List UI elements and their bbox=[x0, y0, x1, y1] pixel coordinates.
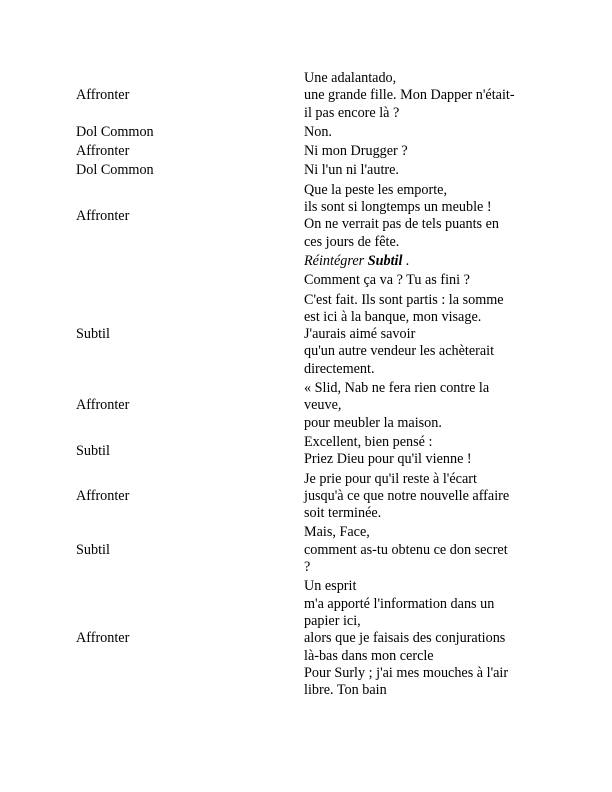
dialogue-row bbox=[76, 270, 532, 289]
speech-text bbox=[304, 141, 532, 160]
speaker-name: Affronter bbox=[76, 143, 130, 160]
speech-line: une grande fille. Mon Dapper n'était- bbox=[304, 87, 515, 104]
speech-line: Mais, Face, bbox=[304, 524, 370, 541]
speech-text bbox=[304, 290, 532, 378]
dialogue-row bbox=[76, 576, 532, 699]
speech-line: directement. bbox=[304, 360, 375, 377]
speaker-name: Affronter bbox=[76, 487, 130, 504]
dialogue-row bbox=[76, 70, 532, 122]
speaker-name bbox=[76, 251, 304, 270]
speaker-name: Subtil bbox=[76, 326, 110, 343]
speaker-name: Dol Common bbox=[76, 162, 154, 179]
speech-line: Une adalantado, bbox=[304, 70, 397, 86]
stage-direction bbox=[304, 251, 532, 270]
dialogue-row bbox=[76, 469, 532, 523]
stage-direction-text bbox=[304, 253, 532, 270]
speech-line: m'a apporté l'information dans un bbox=[304, 595, 495, 612]
speech-line: On ne verrait pas de tels puants en bbox=[304, 216, 500, 233]
speech-text bbox=[304, 122, 532, 141]
dialogue-row bbox=[76, 432, 532, 469]
speech-line: veuve, bbox=[304, 397, 342, 414]
speaker-name: Affronter bbox=[76, 630, 130, 647]
speech-line: est ici à la banque, mon visage. bbox=[304, 308, 482, 325]
speech-line: « Slid, Nab ne fera rien contre la bbox=[304, 380, 490, 397]
speaker-name bbox=[76, 270, 304, 289]
speech-text bbox=[304, 180, 532, 251]
speaker-name: Dol Common bbox=[76, 123, 154, 140]
speech-line: Un esprit bbox=[304, 578, 357, 595]
speech-text bbox=[304, 522, 532, 576]
speaker-name: Subtil bbox=[76, 442, 110, 459]
speech-line: là-bas dans mon cercle bbox=[304, 647, 434, 664]
speech-text bbox=[304, 160, 532, 179]
speech-line: Ni l'un ni l'autre. bbox=[304, 162, 399, 179]
speech-line: J'aurais aimé savoir bbox=[304, 326, 416, 343]
speech-line: il pas encore là ? bbox=[304, 104, 400, 121]
speech-line: alors que je faisais des conjurations bbox=[304, 630, 506, 647]
speech-line: comment as-tu obtenu ce don secret bbox=[304, 541, 508, 558]
stage-direction-end: . bbox=[402, 252, 410, 269]
speech-line: Ni mon Drugger ? bbox=[304, 143, 408, 160]
speaker-name: Affronter bbox=[76, 87, 130, 104]
dialogue-row bbox=[76, 522, 532, 576]
dialogue-row bbox=[76, 290, 532, 378]
speaker-name: Subtil bbox=[76, 541, 110, 558]
speech-line: Que la peste les emporte, bbox=[304, 181, 448, 198]
speech-line: C'est fait. Ils sont partis : la somme bbox=[304, 291, 504, 308]
dialogue-row bbox=[76, 180, 532, 251]
speech-text bbox=[304, 432, 532, 469]
speech-line: soit terminée. bbox=[304, 505, 382, 522]
speech-line: Comment ça va ? Tu as fini ? bbox=[304, 272, 470, 289]
speaker-name: Affronter bbox=[76, 207, 130, 224]
dialogue-row bbox=[76, 141, 532, 160]
speech-line: Excellent, bien pensé : bbox=[304, 433, 433, 450]
speech-line: Priez Dieu pour qu'il vienne ! bbox=[304, 451, 472, 468]
speech-line: ils sont si longtemps un meuble ! bbox=[304, 199, 492, 216]
speech-line: pour meubler la maison. bbox=[304, 414, 442, 431]
speech-line: Non. bbox=[304, 123, 332, 140]
speech-text bbox=[304, 270, 532, 289]
speech-line: jusqu'à ce que notre nouvelle affaire bbox=[304, 487, 510, 504]
speech-text bbox=[304, 576, 532, 699]
speech-text bbox=[304, 469, 532, 523]
dialogue-row bbox=[76, 122, 532, 141]
speech-line: Pour Surly ; j'ai mes mouches à l'air bbox=[304, 664, 509, 681]
dialogue-row bbox=[76, 160, 532, 179]
stage-direction-verb: Réintégrer bbox=[304, 252, 365, 269]
speech-text bbox=[304, 70, 532, 122]
speaker-name: Affronter bbox=[76, 397, 130, 414]
speech-line: ces jours de fête. bbox=[304, 233, 400, 250]
speech-text bbox=[304, 378, 532, 432]
speech-line: Je prie pour qu'il reste à l'écart bbox=[304, 470, 477, 487]
stage-direction-row bbox=[76, 251, 532, 270]
speech-line: libre. Ton bain bbox=[304, 682, 387, 699]
stage-direction-character: Subtil bbox=[367, 252, 403, 269]
dialogue-table bbox=[76, 70, 532, 699]
speech-line: papier ici, bbox=[304, 612, 361, 629]
speech-line: qu'un autre vendeur les achèterait bbox=[304, 343, 495, 360]
dialogue-row bbox=[76, 378, 532, 432]
speech-line: ? bbox=[304, 559, 311, 576]
